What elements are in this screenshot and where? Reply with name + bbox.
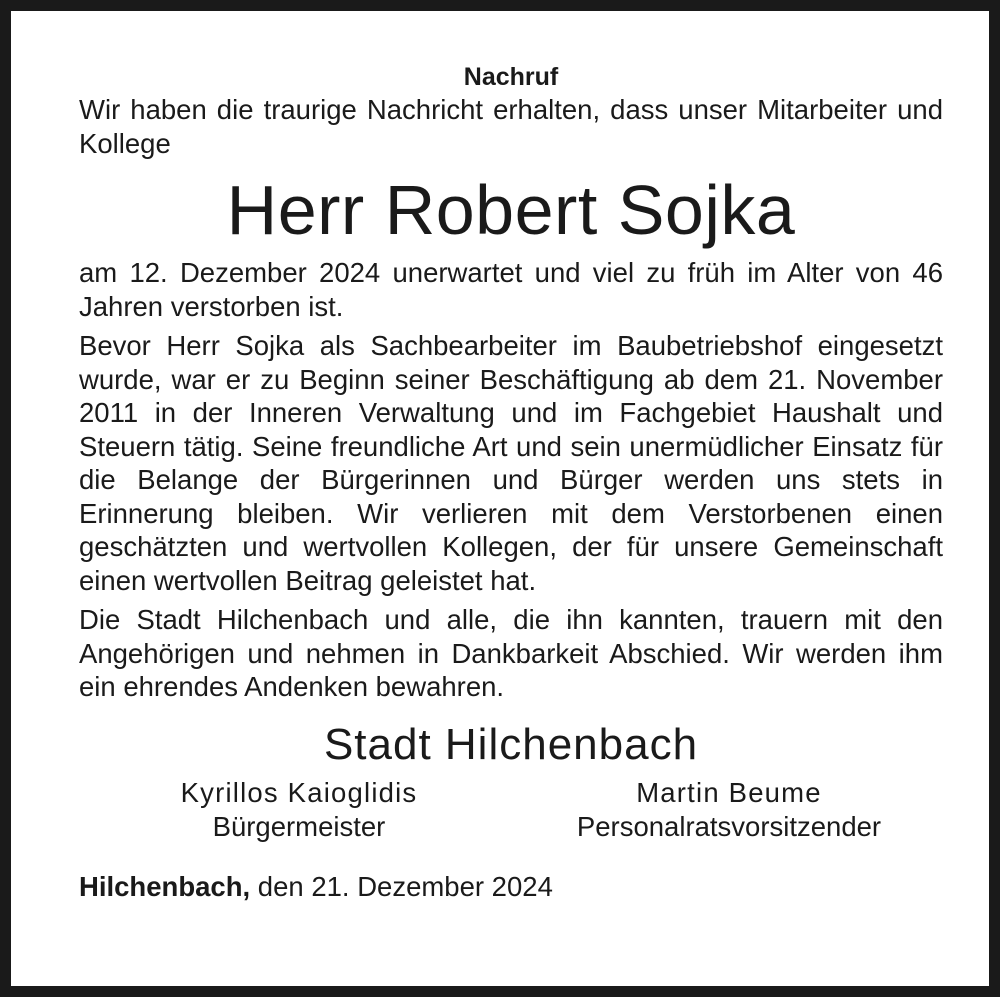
place-and-date — [79, 870, 943, 904]
signatory-staff-council — [539, 776, 919, 844]
date: den 21. Dezember 2024 — [257, 870, 553, 902]
paragraph-condolence: Die Stadt Hilchenbach und alle, die ihn kannten, trauern mit den Angehörigen und nehmen in Dankbarkeit Abschied. Wir werden ihm ein ehrendes Andenken bewahren. — [79, 604, 943, 702]
signatory-mayor — [139, 776, 459, 844]
organization-name: Stadt Hilchenbach — [323, 719, 699, 769]
place: Hilchenbach, — [79, 870, 251, 902]
notice-content — [79, 58, 943, 904]
signatory-name: Martin Beume — [636, 776, 822, 808]
signatory-name: Kyrillos Kaioglidis — [180, 776, 418, 808]
signatory-role: Personalratsvorsitzender — [576, 810, 882, 842]
paragraph-career: Bevor Herr Sojka als Sachbearbeiter im Baubetriebshof eingesetzt wurde, war er zu Beginn seiner Beschäftigung ab dem 21. November 2011 in der Inneren Verwaltung und im Fachgebiet Haushalt und Steuern tätig. Seine freundliche Art und sein unermüdlicher Einsatz für die Belange der Bürgerinnen und Bürger werden uns stets in Erinnerung bleiben. Wir verlieren mit dem Verstorbenen einen geschätzten und wertvollen Kollegen, der für unsere Gemeinschaft einen wertvollen Beitrag geleistet hat. — [79, 330, 943, 596]
signatures — [79, 776, 943, 846]
intro-text: Wir haben die traurige Nachricht erhalten, dass unser Mitarbeiter und Kollege — [79, 94, 943, 159]
deceased-name: Herr Robert Sojka — [226, 171, 796, 249]
paragraph-death-date: am 12. Dezember 2024 unerwartet und viel zu früh im Alter von 46 Jahren verstorben ist. — [79, 257, 943, 322]
signatory-role: Bürgermeister — [212, 810, 386, 842]
notice-heading: Nachruf — [463, 63, 559, 91]
